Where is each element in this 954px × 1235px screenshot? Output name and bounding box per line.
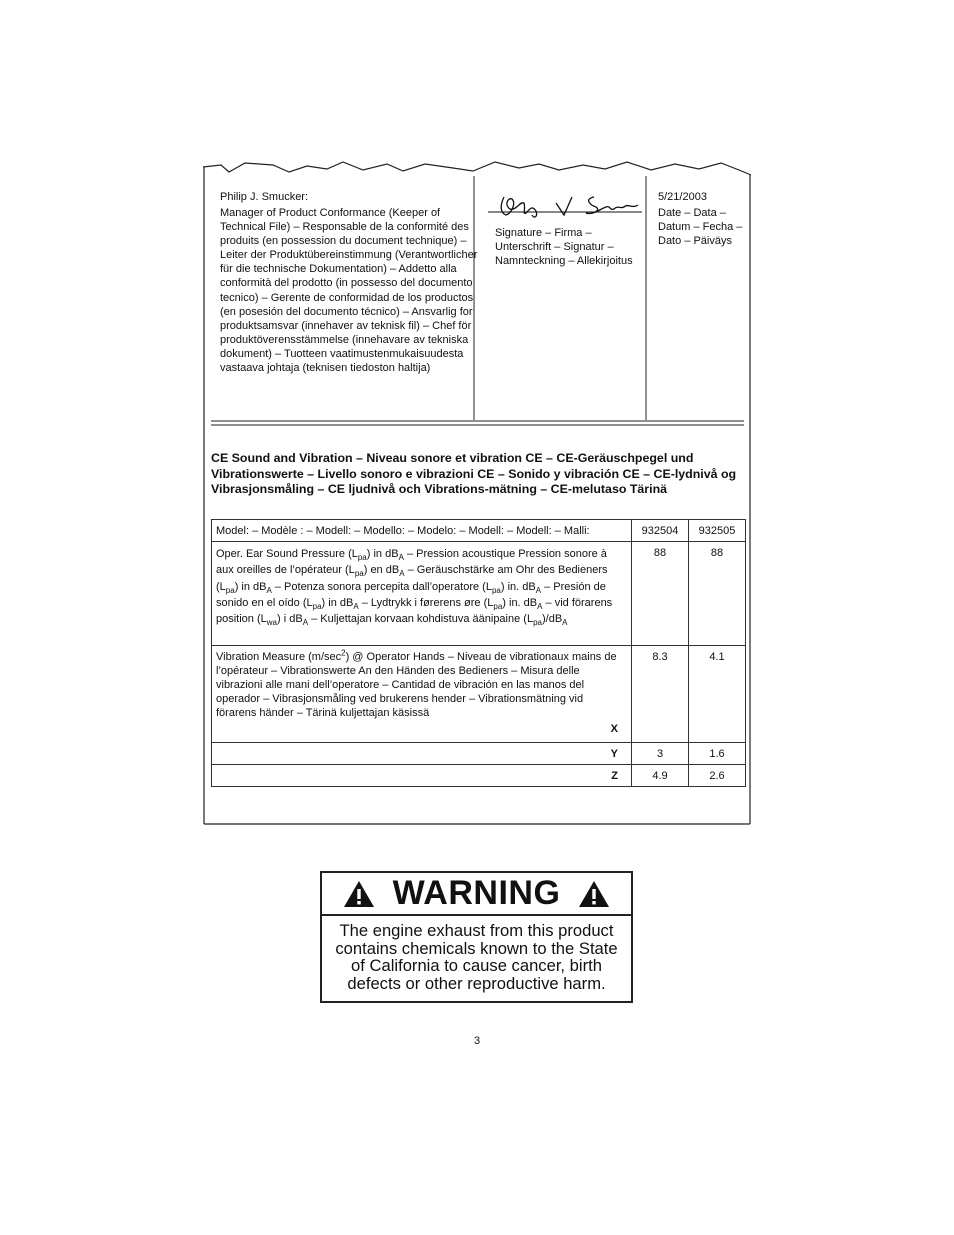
date-label: Date – Data – Datum – Fecha – Dato – Päiväys [658, 207, 743, 247]
ce-sound-vibration-table [211, 519, 746, 787]
axis-label-z: Z [611, 770, 618, 782]
vibration-y-cell [212, 743, 632, 765]
vibration-x-b: 4.1 [689, 646, 746, 743]
handwritten-signature [486, 191, 644, 221]
warning-header [322, 873, 631, 916]
warning-triangle-icon [343, 880, 375, 908]
signature-label: Signature – Firma – Unterschrift – Signatur – Namnteckning – Allekirjoitus [495, 227, 633, 267]
axis-label-y: Y [610, 748, 618, 760]
axis-label-x: X [610, 723, 618, 735]
warning-box [320, 871, 633, 1003]
ce-heading: CE Sound and Vibration – Niveau sonore et vibration CE – CE-Geräuschpegel und Vibrationswerte – Livello sonoro e vibrazioni CE – Sonido y vibración CE – CE-lydnivå og Vibrasjonsmåling – CE ljudnivå och Vibrations-mätning – CE-melutaso Tärinä [211, 451, 737, 497]
vibration-x-a: 8.3 [632, 646, 689, 743]
sound-pressure-label: Oper. Ear Sound Pressure $(L_{pa})$ in $dB_A$ – Pression acoustique Pression sonore à aux oreilles de l’opérateur $(L_{pa})$ en $dB_A$ – Geräuschstärke am Ohr des Bedieners $(L_{pa})$ in $dB_A$ – Potenza sonora percepita dall’operatore $(L_{pa})$ in. $dB_A$ – Presión de sonido en el oído $(L_{pa})$ in $dB_A$ – Lydtrykk i førerens øre $(L_{pa})$ in. $dB_A$ – vid förarens position $(L_{wa})$ i $dB_A$ – Kuljettajan korvaan kohdistuva äänipaine $(L_{pa})/dB_A$ [212, 542, 632, 646]
vibration-label: Vibration Measure $(m/\sec^2)$ @ Operator Hands – Niveau de vibrationaux mains de l’opérateur – Vibrationswerte An den Händen des Bedieners – Misura delle vibrazioni alle mani dell’operatore – Cantidad de vibración en las manos del operador – Vibrasjonsmåling ved brukerens hender – Vibrationsmätning vid förarens händer – Tärinä kuljettajan käsissä X [212, 646, 632, 743]
page-number: 3 [473, 1035, 481, 1047]
model-number-b: 932505 [689, 520, 746, 542]
table-row-sound [212, 542, 746, 646]
model-number-a: 932504 [632, 520, 689, 542]
warning-title: WARNING [392, 874, 561, 912]
vibration-y-b: 1.6 [689, 743, 746, 765]
sound-pressure-a: 88 [632, 542, 689, 646]
vibration-z-a: 4.9 [632, 765, 689, 787]
vibration-z-b: 2.6 [689, 765, 746, 787]
model-label: Model: – Modèle : – Modell: – Modello: – Modelo: – Modell: – Modell: – Malli: [212, 520, 632, 542]
table-row-vibration-x [212, 646, 746, 743]
warning-text: The engine exhaust from this product contains chemicals known to the State of California to cause cancer, birth defects or other reproductive harm. [335, 921, 618, 993]
warning-triangle-icon [578, 880, 610, 908]
table-row-vibration-z [212, 765, 746, 787]
declaration-sheet [203, 155, 751, 825]
table-row-model [212, 520, 746, 542]
officer-title: Manager of Product Conformance (Keeper of Technical File) – Responsable de la conformité des produits (en possession du document technique) – Leiter der Produktübereinstimmung (Verantwortlicher für die technische Dokumentation) – Addetto alla conformità del prodotto (in possesso del documento tecnico) – Gerente de conformidad de los productos (en posesión del documento técnico) – Ansvarlig for produktsamsvar (innehaver av teknisk fil) – Chef för produktöverensstämmelse (innehavare av tekniska dokument) – Tuotteen vaatimustenmukaisuudesta vastaava johtaja (teknisen tiedoston haltija) [220, 207, 478, 375]
sound-pressure-b: 88 [689, 542, 746, 646]
vibration-z-cell [212, 765, 632, 787]
declaration-date: 5/21/2003 [658, 191, 707, 203]
officer-name: Philip J. Smucker: [220, 191, 309, 203]
vibration-y-a: 3 [632, 743, 689, 765]
table-row-vibration-y [212, 743, 746, 765]
